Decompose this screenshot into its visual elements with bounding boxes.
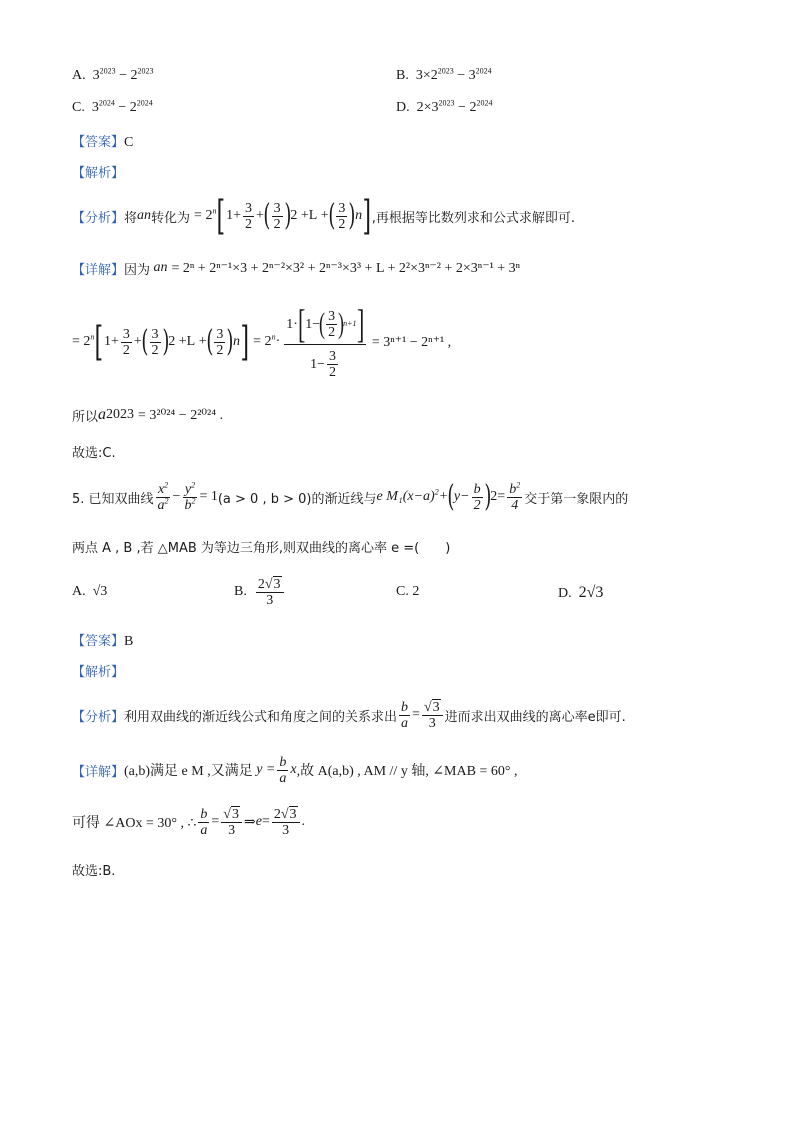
q4-final: 故选:C. — [72, 446, 116, 461]
q4-answer: 【答案】C — [72, 135, 134, 150]
q5-derivation: 可得 ∠AOx = 30° , ∴ $\frac{b}{a}$ = $\frac{√3}{3}$ ⇒ e = $\frac{2√3}{3}$ . — [72, 806, 305, 838]
q4-option-d[interactable]: D. $2\times 3^{2023} - 2^{2024}$ — [396, 98, 493, 115]
q4-fenxi: 【分析】 将 a n 转化为 = $2^n$ [ 1+ $\frac{3}{2}$ + ( $\frac{3}{2}$ ) 2 +L + ( $\frac{3}{2}$ ) n ] ,再根据等比数列求和公式求解即可. — [72, 193, 575, 239]
q4-computation: = $2^n$ [ 1+ $\frac{3}{2}$ + ( $\frac{3}{2}$ ) 2 +L + ( $\frac{3}{2}$ ) n ] = $2^n\cdot$ 1· [ 1− ( $\frac{3}{2}$ ) n+1 ] 1− $\frac{3}{2}$ = 3ⁿ⁺¹ − 2ⁿ⁺¹ , — [72, 301, 452, 380]
q5-answer: 【答案】B — [72, 634, 134, 649]
q4-xiangjie: 【详解】 因为 a n = 2ⁿ + 2ⁿ⁻¹×3 + 2ⁿ⁻²×3² + 2ⁿ⁻³×3³ + L + 2²×3ⁿ⁻² + 2×3ⁿ⁻¹ + 3ⁿ — [72, 260, 521, 278]
q5-final: 故选:B. — [72, 864, 116, 879]
q5-stem-line2: 两点 A , B ,若 △MAB 为等边三角形,则双曲线的离心率 e =( ) — [72, 541, 451, 556]
q4-option-b[interactable]: B. $3\times 2^{2023} - 3^{2024}$ — [396, 66, 492, 83]
q5-option-c[interactable]: C. 2 — [396, 584, 420, 599]
q5-option-b[interactable]: B. $\frac{2√3}{3}$ — [234, 570, 286, 614]
q4-option-a[interactable]: A. $3^{2023} - 2^{2023}$ — [72, 66, 154, 83]
q5-fenxi: 【分析】 利用双曲线的渐近线公式和角度之间的关系求出 $\frac{b}{a}$ = $\frac{√3}{3}$ 进而求出双曲线的离心率e即可. — [72, 699, 626, 731]
q5-stem-line1: 5. 已知双曲线 $\frac{x^2}{a^2}$ − $\frac{y^2}{b^2}$ = 1 (a > 0 , b > 0)的渐近线与 e M₁ $(x-a)^2+$ ( y− $\frac{b}{2}$ ) 2 = $\frac{b^2}{4}$ 交于第一象限内的 — [72, 479, 629, 514]
q5-option-d[interactable]: D. 2√3 — [558, 584, 604, 601]
q4-conclusion: 所以 a 2023 = 3²⁰²⁴ − 2²⁰²⁴ . — [72, 406, 224, 425]
q4-option-c[interactable]: C. $3^{2024} - 2^{2024}$ — [72, 98, 153, 115]
q5-analysis-tag: 【解析】 — [72, 665, 125, 680]
q4-analysis-tag: 【解析】 — [72, 166, 125, 181]
answer-tag: 【答案】 — [72, 135, 125, 150]
q5-xiangjie: 【详解】 (a,b)满足 e M ,又满足 y = $\frac{b}{a}$ x ,故 A(a,b) , AM // y 轴, ∠MAB = 60° , — [72, 754, 518, 786]
q5-option-a[interactable]: A. √3 — [72, 584, 108, 599]
